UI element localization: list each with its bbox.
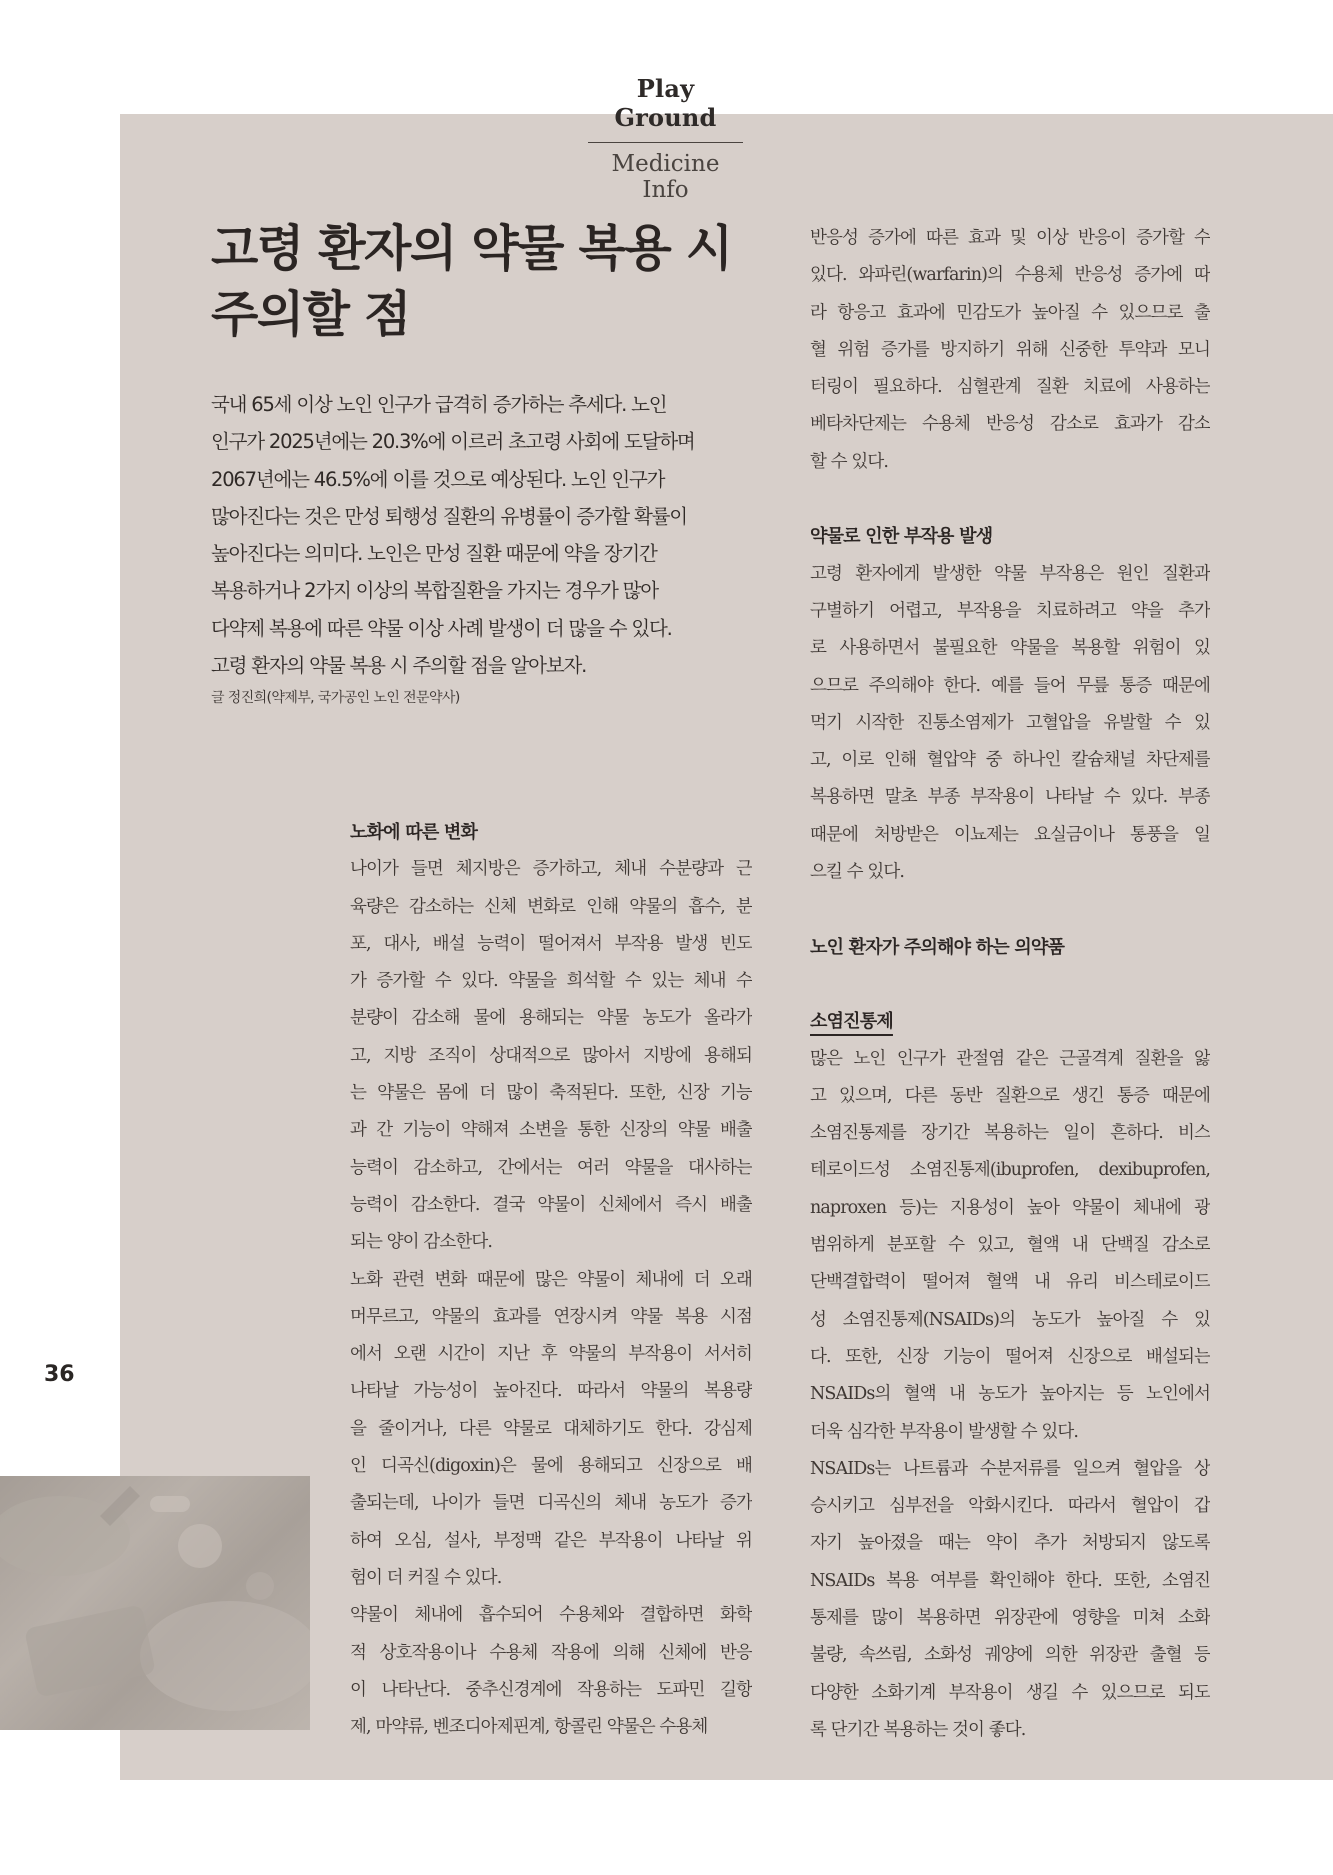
article-title — [211, 216, 771, 348]
text-line: 험이 더 커질 수 있다. — [350, 1567, 502, 1588]
section-heading-side-effects: 약물로 인한 부작용 발생 — [810, 526, 993, 548]
lead-paragraph — [211, 386, 751, 684]
title-line: 고령 환자의 약물 복용 시 — [211, 220, 732, 277]
text-line: 먹기 시작한 진통소염제가 고혈압을 유발할 수 있 — [810, 712, 1210, 733]
byline: 글 정진희(약제부, 국가공인 노인 전문약사) — [211, 690, 460, 706]
text-line: 성 소염진통제(NSAIDs)의 농도가 높아질 수 있 — [810, 1309, 1210, 1330]
text-line: 자기 높아졌을 때는 약이 추가 처방되지 않도록 — [810, 1533, 1210, 1554]
text-line: 나타날 가능성이 높아진다. 따라서 약물의 복용량 — [350, 1381, 752, 1402]
lead-line: 다약제 복용에 따른 약물 이상 사례 발생이 더 많을 수 있다. — [211, 616, 672, 640]
text-line: 을 줄이거나, 다른 약물로 대체하기도 한다. 강심제 — [350, 1418, 752, 1439]
section-subtitle: Medicine Info — [611, 151, 720, 203]
text-line: 는 약물은 몸에 더 많이 축적된다. 또한, 신장 기능 — [350, 1083, 752, 1104]
text-line: 터링이 필요하다. 심혈관계 질환 치료에 사용하는 — [810, 377, 1210, 398]
text-line: 출되는데, 나이가 들면 디곡신의 체내 농도가 증가 — [350, 1493, 752, 1514]
text-line: NSAIDs 복용 여부를 확인해야 한다. 또한, 소염진 — [810, 1570, 1210, 1591]
text-line: 고 있으며, 다른 동반 질환으로 생긴 통증 때문에 — [810, 1085, 1210, 1106]
text-line: 적 상호작용이나 수용체 작용에 의해 신체에 반응 — [350, 1642, 752, 1663]
text-line: 노화 관련 변화 때문에 많은 약물이 체내에 더 오래 — [350, 1269, 752, 1290]
text-line: 범위하게 분포할 수 있고, 혈액 내 단백질 감소로 — [810, 1235, 1210, 1256]
text-line: 능력이 감소하고, 간에서는 여러 약물을 대사하는 — [350, 1157, 752, 1178]
text-line: 때문에 처방받은 이뇨제는 요실금이나 통풍을 일 — [810, 824, 1210, 845]
text-line: 으킬 수 있다. — [810, 862, 905, 883]
text-line: 다양한 소화기계 부작용이 생길 수 있으므로 되도 — [810, 1682, 1210, 1703]
text-line: 나이가 들면 체지방은 증가하고, 체내 수분량과 근 — [350, 859, 752, 880]
text-line: 인 디곡신(digoxin)은 물에 용해되고 신장으로 배 — [350, 1456, 752, 1477]
text-line: 과 간 기능이 약해져 소변을 통한 신장의 약물 배출 — [350, 1120, 752, 1141]
text-line: 구별하기 어렵고, 부작용을 치료하려고 약을 추가 — [810, 600, 1210, 621]
text-line: 이 나타난다. 중추신경계에 작용하는 도파민 길항 — [350, 1679, 752, 1700]
text-line: 승시키고 심부전을 악화시킨다. 따라서 혈압이 갑 — [810, 1496, 1210, 1517]
text-line: 라 항응고 효과에 민감도가 높아질 수 있으므로 출 — [810, 302, 1210, 323]
text-line: 단백결합력이 떨어져 혈액 내 유리 비스테로이드 — [810, 1272, 1210, 1293]
lead-line: 복용하거나 2가지 이상의 복합질환을 가지는 경우가 많아 — [211, 579, 658, 603]
pills-photo — [0, 1476, 310, 1730]
text-line: 많은 노인 인구가 관절염 같은 근골격계 질환을 앓 — [810, 1048, 1210, 1069]
text-line: 고, 이로 인해 혈압약 중 하나인 칼슘채널 차단제를 — [810, 750, 1210, 771]
text-line: 분량이 감소해 물에 용해되는 약물 농도가 올라가 — [350, 1008, 752, 1029]
text-line: 록 단기간 복용하는 것이 좋다. — [810, 1719, 1026, 1740]
text-line: 소염진통제를 장기간 복용하는 일이 흔하다. 비스 — [810, 1123, 1210, 1144]
text-line: 로 사용하면서 불필요한 약물을 복용할 위험이 있 — [810, 638, 1210, 659]
text-line: 육량은 감소하는 신체 변화로 인해 약물의 흡수, 분 — [350, 896, 752, 917]
text-line: 제, 마약류, 벤조디아제핀계, 항콜린 약물은 수용체 — [350, 1717, 708, 1738]
title-line: 주의할 점 — [211, 286, 410, 343]
text-line: 베타차단제는 수용체 반응성 감소로 효과가 감소 — [810, 414, 1210, 435]
text-line: 있다. 와파린(warfarin)의 수용체 반응성 증가에 따 — [810, 265, 1210, 286]
text-line: NSAIDs는 나트륨과 수분저류를 일으켜 혈압을 상 — [810, 1458, 1210, 1479]
lead-line: 고령 환자의 약물 복용 시 주의할 점을 알아보자. — [211, 654, 587, 678]
lead-line: 인구가 2025년에는 20.3%에 이르러 초고령 사회에 도달하며 — [211, 430, 695, 454]
section-label — [588, 74, 743, 203]
text-line: 가 증가할 수 있다. 약물을 희석할 수 있는 체내 수 — [350, 971, 752, 992]
text-line: 하여 오심, 설사, 부정맥 같은 부작용이 나타날 위 — [350, 1530, 752, 1551]
lead-line: 2067년에는 46.5%에 이를 것으로 예상된다. 노인 인구가 — [211, 467, 665, 491]
lead-line: 국내 65세 이상 노인 인구가 급격히 증가하는 추세다. 노인 — [211, 393, 667, 416]
section-heading-aging: 노화에 따른 변화 — [350, 822, 478, 843]
text-line: 불량, 속쓰림, 소화성 궤양에 의한 위장관 출혈 등 — [810, 1645, 1210, 1666]
text-line: 테로이드성 소염진통제(ibuprofen, dexibuprofen, — [810, 1160, 1210, 1181]
text-line: 능력이 감소한다. 결국 약물이 신체에서 즉시 배출 — [350, 1194, 752, 1215]
text-line: 통제를 많이 복용하면 위장관에 영향을 미쳐 소화 — [810, 1607, 1210, 1628]
subheading-nsaids: 소염진통제 — [810, 1011, 893, 1033]
text-line: 고령 환자에게 발생한 약물 부작용은 원인 질환과 — [810, 563, 1210, 584]
text-line: 약물이 체내에 흡수되어 수용체와 결합하면 화학 — [350, 1605, 752, 1626]
text-line: 다. 또한, 신장 기능이 떨어져 신장으로 배설되는 — [810, 1346, 1210, 1367]
lead-line: 높아진다는 의미다. 노인은 만성 질환 때문에 약을 장기간 — [211, 542, 657, 566]
page-number: 36 — [44, 1362, 75, 1387]
pills-photo-graphic — [0, 1476, 310, 1730]
text-line: 할 수 있다. — [810, 451, 889, 472]
text-line: 반응성 증가에 따른 효과 및 이상 반응이 증가할 수 — [810, 228, 1210, 248]
text-line: 에서 오랜 시간이 지난 후 약물의 부작용이 서서히 — [350, 1344, 752, 1365]
body-column-middle — [350, 814, 752, 1746]
text-line: 복용하면 말초 부종 부작용이 나타날 수 있다. 부종 — [810, 787, 1210, 808]
text-line: naproxen 등)는 지용성이 높아 약물이 체내에 광 — [810, 1197, 1210, 1218]
section-name: Play Ground — [588, 74, 743, 143]
section-heading-caution-drugs: 노인 환자가 주의해야 하는 의약품 — [810, 936, 1065, 958]
text-line: NSAIDs의 혈액 내 농도가 높아지는 등 노인에서 — [810, 1384, 1210, 1405]
text-line: 으므로 주의해야 한다. 예를 들어 무릎 통증 때문에 — [810, 675, 1210, 696]
text-line: 더욱 심각한 부작용이 발생할 수 있다. — [810, 1421, 1079, 1442]
text-line: 포, 대사, 배설 능력이 떨어져서 부작용 발생 빈도 — [350, 933, 752, 954]
body-column-right — [810, 220, 1210, 1749]
text-line: 혈 위험 증가를 방지하기 위해 신중한 투약과 모니 — [810, 339, 1210, 360]
lead-line: 많아진다는 것은 만성 퇴행성 질환의 유병률이 증가할 확률이 — [211, 504, 687, 528]
text-line: 고, 지방 조직이 상대적으로 많아서 지방에 용해되 — [350, 1045, 752, 1066]
text-line: 머무르고, 약물의 효과를 연장시켜 약물 복용 시점 — [350, 1306, 752, 1327]
text-line: 되는 양이 감소한다. — [350, 1232, 493, 1253]
